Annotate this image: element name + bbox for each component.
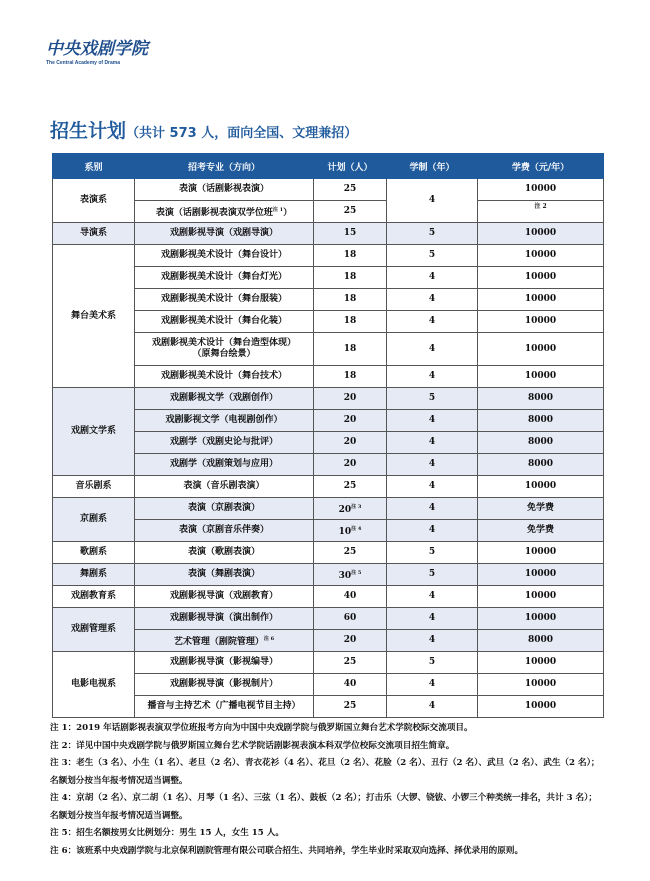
plan-value: 25 <box>343 657 357 667</box>
table-row <box>53 333 604 366</box>
major-text: 戏剧影视导演（戏剧导演） <box>169 228 278 238</box>
plan-cell <box>314 289 387 311</box>
years-cell: 4 <box>387 311 478 333</box>
plan-value: 25 <box>343 206 357 216</box>
fee-cell: 10000 <box>478 267 604 289</box>
fee-cell: 免学费 <box>478 520 604 542</box>
plan-cell <box>314 476 387 498</box>
table-row <box>53 630 604 652</box>
major-cell <box>135 366 314 388</box>
plan-cell <box>314 542 387 564</box>
plan-cell <box>314 245 387 267</box>
plan-cell <box>314 410 387 432</box>
fee-cell: 10000 <box>478 179 604 201</box>
major-text: 戏剧影视导演（戏剧教育） <box>169 591 278 601</box>
table-row <box>53 608 604 630</box>
years-cell: 5 <box>387 223 478 245</box>
table-row <box>53 542 604 564</box>
major-cell <box>135 652 314 674</box>
years-cell: 4 <box>387 498 478 520</box>
fee-cell: 10000 <box>478 564 604 586</box>
footnote-ref: 注 4 <box>351 525 362 532</box>
table-row <box>53 267 604 289</box>
years-cell: 4 <box>387 630 478 652</box>
plan-value: 40 <box>343 679 357 689</box>
footnote: 注 5：招生名额按男女比例划分：男生 15 人，女生 15 人。 <box>50 828 284 838</box>
logo-english: The Central Academy of Drama <box>46 60 121 66</box>
major-cell <box>135 674 314 696</box>
fee-cell: 10000 <box>478 245 604 267</box>
department-cell: 戏剧教育系 <box>53 586 135 608</box>
header-major: 招考专业（方向） <box>135 154 314 179</box>
fee-cell: 10000 <box>478 311 604 333</box>
footnote: 注 1：2019 年话剧影视表演双学位班报考方向为中国中央戏剧学院与俄罗斯国立舞台艺术学院校际交流项目。 <box>50 723 473 733</box>
plan-cell <box>314 432 387 454</box>
plan-value: 20 <box>343 415 357 425</box>
plan-cell <box>314 454 387 476</box>
fee-cell: 10000 <box>478 586 604 608</box>
major-text: 表演（歌剧表演） <box>187 547 260 557</box>
major-cell <box>135 245 314 267</box>
footnote: 注 3：老生（3 名）、小生（1 名）、老旦（2 名）、青衣花衫（4 名）、花旦（2 名）、花脸（2 名）、丑行（2 名）、武旦（2 名）、武生（2 名）； <box>50 758 600 768</box>
table-row <box>53 289 604 311</box>
header-fee: 学费（元/年） <box>478 154 604 179</box>
major-cell <box>135 608 314 630</box>
table-row <box>53 652 604 674</box>
major-text: 表演（话剧影视表演双学位班 <box>155 207 273 218</box>
fee-cell: 注 2 <box>478 201 604 223</box>
years-cell: 4 <box>387 454 478 476</box>
plan-value: 15 <box>343 228 357 238</box>
fee-cell: 10000 <box>478 696 604 718</box>
major-cell <box>135 311 314 333</box>
table-header-row <box>53 154 604 179</box>
major-text: 戏剧学（戏剧策划与应用） <box>169 459 278 469</box>
major-cell <box>135 476 314 498</box>
footnote: 注 4：京胡（2 名）、京二胡（1 名）、月琴（1 名）、三弦（1 名）、鼓板（2 名）；打击乐（大锣、铙钹、小锣三个种类统一排名，共计 3 名）； <box>50 793 598 803</box>
plan-cell <box>314 696 387 718</box>
major-cell <box>135 630 314 652</box>
major-cell <box>135 564 314 586</box>
plan-cell <box>314 388 387 410</box>
fee-cell: 10000 <box>478 608 604 630</box>
fee-cell: 10000 <box>478 223 604 245</box>
plan-value: 25 <box>343 481 357 491</box>
major-text: 戏剧学（戏剧史论与批评） <box>169 437 278 447</box>
footnote-ref: 注 3 <box>351 503 362 510</box>
plan-cell <box>314 179 387 201</box>
table-row <box>53 388 604 410</box>
table-row <box>53 223 604 245</box>
table-row <box>53 201 604 223</box>
major-text: 戏剧影视导演（影视制片） <box>169 679 278 689</box>
major-text: 戏剧影视文学（戏剧创作） <box>169 393 278 403</box>
logo <box>46 34 148 66</box>
plan-cell <box>314 564 387 586</box>
years-cell: 5 <box>387 245 478 267</box>
fee-cell: 8000 <box>478 388 604 410</box>
plan-value: 20 <box>343 635 357 645</box>
table-row <box>53 696 604 718</box>
major-text: 戏剧影视美术设计（舞台服装） <box>160 294 287 304</box>
years-cell: 5 <box>387 542 478 564</box>
major-text: 戏剧影视美术设计（舞台造型体现） <box>151 338 296 348</box>
plan-cell <box>314 586 387 608</box>
table-row <box>53 520 604 542</box>
plan-value: 10 <box>338 526 352 537</box>
years-cell: 5 <box>387 564 478 586</box>
logo-chinese: 中央戏剧学院 <box>46 39 148 59</box>
major-text: 戏剧影视美术设计（舞台设计） <box>160 250 287 260</box>
major-cell <box>135 267 314 289</box>
table-row <box>53 564 604 586</box>
table-row <box>53 311 604 333</box>
years-cell: 5 <box>387 388 478 410</box>
major-cell <box>135 201 314 223</box>
footnote-ref: 注 6 <box>263 635 275 642</box>
fee-cell: 10000 <box>478 476 604 498</box>
fee-cell: 免学费 <box>478 498 604 520</box>
plan-cell <box>314 366 387 388</box>
table-row <box>53 410 604 432</box>
major-text: 戏剧影视美术设计（舞台灯光） <box>160 272 287 282</box>
years-cell: 4 <box>387 608 478 630</box>
major-text: 戏剧影视文学（电视剧创作） <box>165 415 283 425</box>
major-cell <box>135 289 314 311</box>
major-text: 戏剧影视美术设计（舞台技术） <box>160 371 287 381</box>
major-text: 表演（音乐剧表演） <box>183 481 265 491</box>
years-cell: 4 <box>387 179 478 223</box>
major-text: 表演（京剧表演） <box>187 503 260 513</box>
plan-cell <box>314 201 387 223</box>
plan-value: 25 <box>343 701 357 711</box>
fee-cell: 10000 <box>478 674 604 696</box>
years-cell: 5 <box>387 652 478 674</box>
page-title <box>50 116 357 143</box>
major-text: 艺术管理（剧院管理） <box>173 636 264 647</box>
department-cell: 京剧系 <box>53 498 135 542</box>
table-row <box>53 674 604 696</box>
major-text: 播音与主持艺术（广播电视节目主持） <box>147 701 301 711</box>
major-text: 戏剧影视导演（演出制作） <box>169 613 278 623</box>
plan-cell <box>314 630 387 652</box>
major-cell <box>135 586 314 608</box>
major-cell <box>135 223 314 245</box>
footnote: 注 2：详见中国中央戏剧学院与俄罗斯国立舞台艺术学院话剧影视表演本科双学位校际交流项目招生简章。 <box>50 740 455 751</box>
department-cell: 电影电视系 <box>53 652 135 718</box>
plan-value: 18 <box>343 316 357 326</box>
plan-value: 18 <box>343 272 357 282</box>
title-subtitle: （共计 573 人，面向全国、文理兼招） <box>126 126 358 141</box>
footnotes <box>50 720 620 860</box>
major-cell <box>135 333 314 366</box>
footnote-ref: 注 1 <box>272 206 284 213</box>
department-cell: 歌剧系 <box>53 542 135 564</box>
department-cell: 戏剧文学系 <box>53 388 135 476</box>
table-row <box>53 432 604 454</box>
major-text-tail: ） <box>283 207 293 218</box>
plan-value: 20 <box>343 393 357 403</box>
plan-value: 18 <box>343 294 357 304</box>
fee-cell: 10000 <box>478 652 604 674</box>
major-cell <box>135 432 314 454</box>
plan-value: 40 <box>343 591 357 601</box>
department-cell: 音乐剧系 <box>53 476 135 498</box>
department-cell: 导演系 <box>53 223 135 245</box>
plan-cell <box>314 333 387 366</box>
plan-value: 20 <box>338 504 352 515</box>
table-row <box>53 179 604 201</box>
fee-cell: 10000 <box>478 289 604 311</box>
footnote: 名额划分按当年报考情况适当调整。 <box>50 810 188 821</box>
plan-cell <box>314 652 387 674</box>
years-cell: 4 <box>387 674 478 696</box>
plan-value: 18 <box>343 371 357 381</box>
footnote-ref: 注 5 <box>351 569 362 576</box>
major-text: 表演（话剧影视表演） <box>178 184 269 194</box>
header-plan: 计划（人） <box>314 154 387 179</box>
years-cell: 4 <box>387 476 478 498</box>
major-cell <box>135 696 314 718</box>
department-cell: 舞剧系 <box>53 564 135 586</box>
table-row <box>53 498 604 520</box>
major-cell <box>135 179 314 201</box>
plan-cell <box>314 608 387 630</box>
years-cell: 4 <box>387 520 478 542</box>
plan-value: 25 <box>343 547 357 557</box>
major-cell <box>135 542 314 564</box>
fee-cell: 10000 <box>478 366 604 388</box>
years-cell: 4 <box>387 410 478 432</box>
major-cell <box>135 498 314 520</box>
fee-cell: 10000 <box>478 542 604 564</box>
major-cell <box>135 520 314 542</box>
plan-value: 20 <box>343 437 357 447</box>
major-cell <box>135 410 314 432</box>
plan-cell <box>314 311 387 333</box>
major-text: 表演（京剧音乐伴奏） <box>178 525 269 535</box>
years-cell: 4 <box>387 432 478 454</box>
fee-cell: 8000 <box>478 454 604 476</box>
major-text: 表演（舞剧表演） <box>187 569 260 579</box>
fee-cell: 8000 <box>478 630 604 652</box>
plan-value: 18 <box>343 250 357 260</box>
footnote: 名额划分按当年报考情况适当调整。 <box>50 775 188 786</box>
table-row <box>53 366 604 388</box>
major-cell <box>135 454 314 476</box>
years-cell: 4 <box>387 366 478 388</box>
table-row <box>53 245 604 267</box>
plan-cell <box>314 223 387 245</box>
enrollment-table <box>52 153 604 718</box>
plan-value: 30 <box>338 570 352 581</box>
plan-cell <box>314 267 387 289</box>
major-text: 戏剧影视美术设计（舞台化装） <box>160 316 287 326</box>
header-department: 系别 <box>53 154 135 179</box>
footnote: 注 6：该班系中央戏剧学院与北京保利剧院管理有限公司联合招生、共同培养，学生毕业时采取双向选择、择优录用的原则。 <box>50 845 524 856</box>
fee-cell: 8000 <box>478 432 604 454</box>
years-cell: 4 <box>387 333 478 366</box>
years-cell: 4 <box>387 267 478 289</box>
years-cell: 4 <box>387 696 478 718</box>
major-text-line2: （原舞台绘景） <box>192 349 256 359</box>
title-main: 招生计划 <box>50 120 127 142</box>
table-row <box>53 454 604 476</box>
table-row <box>53 586 604 608</box>
major-text: 戏剧影视导演（影视编导） <box>169 657 278 667</box>
plan-cell <box>314 674 387 696</box>
department-cell: 表演系 <box>53 179 135 223</box>
plan-value: 60 <box>343 613 357 623</box>
department-cell: 舞台美术系 <box>53 245 135 388</box>
department-cell: 戏剧管理系 <box>53 608 135 652</box>
major-cell <box>135 388 314 410</box>
table-body <box>53 179 604 718</box>
plan-value: 25 <box>343 184 357 194</box>
plan-cell <box>314 520 387 542</box>
fee-cell: 8000 <box>478 410 604 432</box>
header-years: 学制（年） <box>387 154 478 179</box>
plan-cell <box>314 498 387 520</box>
years-cell: 4 <box>387 289 478 311</box>
plan-value: 20 <box>343 459 357 469</box>
fee-cell: 10000 <box>478 333 604 366</box>
years-cell: 4 <box>387 586 478 608</box>
table-row <box>53 476 604 498</box>
plan-value: 18 <box>343 343 357 354</box>
